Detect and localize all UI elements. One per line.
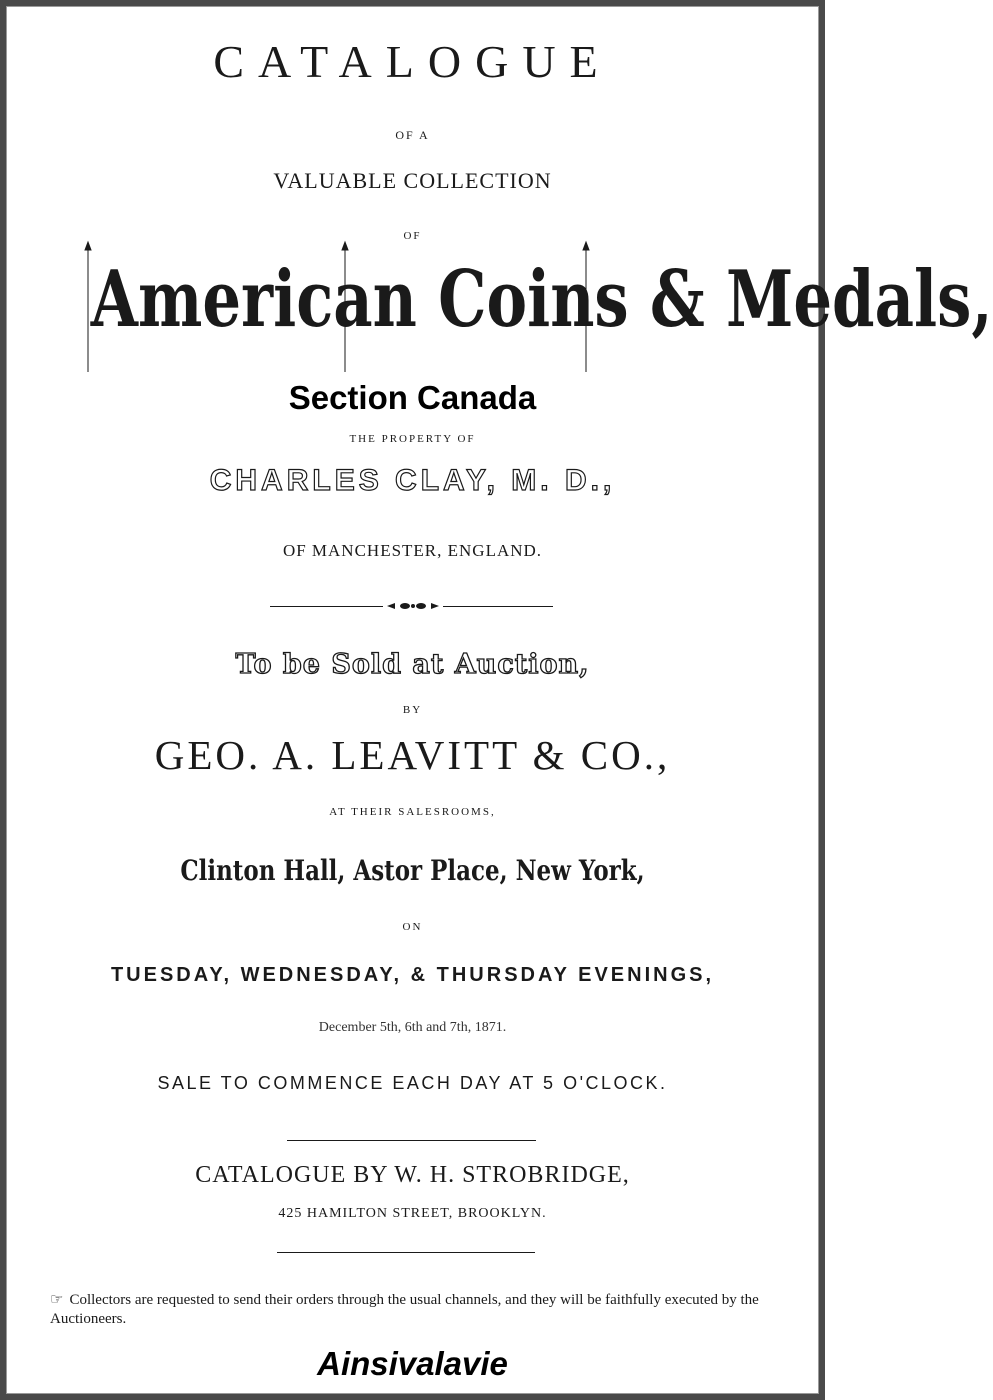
on-label: ON <box>402 921 423 933</box>
venue: Clinton Hall, Astor Place, New York, <box>180 854 645 887</box>
sale-start-time: SALE TO COMMENCE EACH DAY AT 5 O'CLOCK. <box>157 1073 668 1093</box>
cataloguer-address: 425 HAMILTON STREET, BROOKLYN. <box>278 1206 547 1221</box>
owner-location: OF MANCHESTER, ENGLAND. <box>282 541 543 560</box>
auctioneer-name: GEO. A. LEAVITT & CO., <box>154 732 671 778</box>
cataloguer-line: CATALOGUE BY W. H. STROBRIDGE, <box>195 1162 630 1188</box>
auction-headline: To be Sold at Auction, <box>235 649 590 680</box>
of-label: OF <box>403 230 422 242</box>
property-of-label: THE PROPERTY OF <box>349 433 476 445</box>
collectors-note <box>50 1291 780 1329</box>
owner-name: CHARLES CLAY, M. D., <box>209 464 616 497</box>
sale-days: TUESDAY, WEDNESDAY, & THURSDAY EVENINGS, <box>110 964 715 986</box>
salesrooms-label: AT THEIR SALESROOMS, <box>329 806 496 818</box>
subtitle: VALUABLE COLLECTION <box>273 168 552 193</box>
pointing-hand-icon: ☞ <box>50 1292 64 1308</box>
signature-overlay: Ainsivalavie <box>317 1345 508 1382</box>
by-label: BY <box>402 704 423 716</box>
of-a-label: OF A <box>395 128 430 142</box>
note-text: Collectors are requested to send their orders through the usual channels, and they will be faithfully executed by the Auctioneers. <box>50 1292 759 1327</box>
divider-rule <box>277 1252 535 1253</box>
sale-dates: December 5th, 6th and 7th, 1871. <box>318 1020 507 1035</box>
catalogue-title: CATALOGUE <box>213 36 612 87</box>
section-overlay-label: Section Canada <box>288 379 537 416</box>
divider-rule <box>287 1140 536 1141</box>
ornament-icon <box>383 599 443 613</box>
collection-name: American Coins & Medals, <box>90 254 993 345</box>
